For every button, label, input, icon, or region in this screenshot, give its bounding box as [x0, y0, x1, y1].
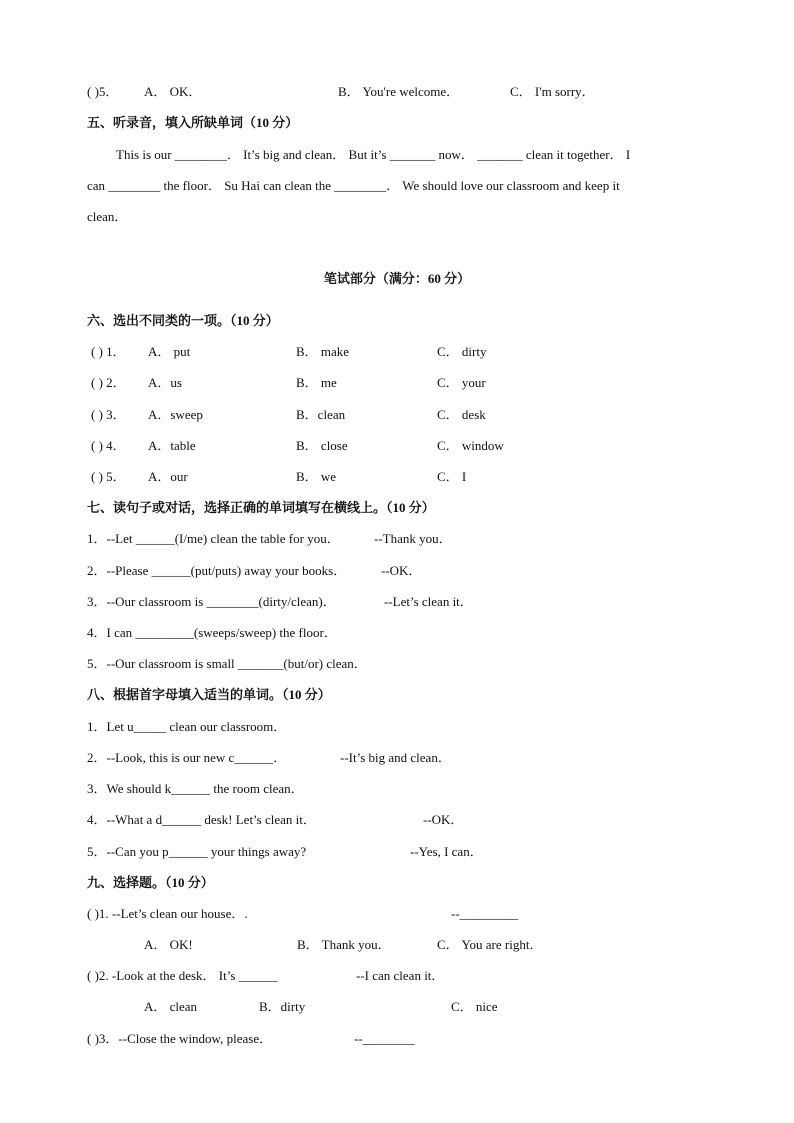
s9-q2-answer: --I can clean it．: [356, 968, 445, 983]
s9-q2-option-a: A． clean: [144, 999, 198, 1014]
s9-q3-stem: ( )3．--Close the window, please．: [87, 1031, 273, 1046]
s6-item-2-a: A．us: [148, 375, 182, 390]
s7-item-2-question: 2．--Please ______(put/puts) away your books．: [87, 563, 347, 578]
s6-item-4-c: C． window: [437, 438, 504, 453]
q5-option-b: B． You're welcome．: [338, 84, 460, 99]
s9-q1-answer: --_________: [451, 906, 519, 921]
q5-option-c: C． I'm sorry．: [510, 84, 595, 99]
section5-line3: clean．: [87, 209, 128, 224]
s6-item-2-b: B． me: [296, 375, 337, 390]
s6-item-5-c: C． I: [437, 469, 467, 484]
s8-item-2-question: 2．--Look, this is our new c______．: [87, 750, 287, 765]
s7-item-1-question: 1．--Let ______(I/me) clean the table for you．: [87, 531, 340, 546]
s9-q2-stem: ( )2. -Look at the desk． It’s ______: [87, 968, 278, 983]
q5-option-a: A． OK．: [144, 84, 202, 99]
s6-item-4-a: A．table: [148, 438, 196, 453]
s9-q2-option-b: B．dirty: [259, 999, 306, 1014]
s9-q1-option-c: C． You are right．: [437, 937, 543, 952]
s8-item-3-question: 3．We should k______ the room clean．: [87, 781, 304, 796]
s7-item-2-response: --OK．: [381, 563, 422, 578]
s7-item-3-question: 3．--Our classroom is ________(dirty/clean)．: [87, 594, 336, 609]
section6-title: 六、选出不同类的一项。（10 分）: [87, 313, 279, 328]
s8-item-4-question: 4．--What a d______ desk! Let’s clean it．: [87, 812, 316, 827]
s9-q1-option-b: B． Thank you．: [297, 937, 391, 952]
q5-paren: ( )5．: [87, 84, 119, 99]
section7-title: 七、读句子或对话，选择正确的单词填写在横线上。（10 分）: [87, 500, 435, 515]
s6-item-1-c: C． dirty: [437, 344, 487, 359]
s8-item-5-question: 5．--Can you p______ your things away?: [87, 844, 307, 859]
written-part-header: 笔试部分（满分：60 分）: [323, 271, 471, 286]
s8-item-1-question: 1．Let u_____ clean our classroom．: [87, 719, 287, 734]
s9-q1-stem: ( )1. --Let’s clean our house．.: [87, 906, 248, 921]
s6-item-5-num: ( ) 5．: [91, 469, 126, 484]
s6-item-5-b: B． we: [296, 469, 337, 484]
s7-item-1-response: --Thank you．: [374, 531, 452, 546]
s8-item-5-response: --Yes, I can．: [410, 844, 483, 859]
section5-line2: can ________ the floor． Su Hai can clean the ________． We should love our classroom and keep it: [87, 178, 620, 193]
s6-item-4-num: ( ) 4．: [91, 438, 126, 453]
s8-item-2-response: --It’s big and clean．: [340, 750, 451, 765]
section5-title: 五、听录音，填入所缺单词（10 分）: [87, 115, 299, 130]
s6-item-3-b: B．clean: [296, 407, 346, 422]
s7-item-3-response: --Let’s clean it．: [384, 594, 473, 609]
s6-item-2-num: ( ) 2．: [91, 375, 126, 390]
s6-item-1-num: ( ) 1．: [91, 344, 126, 359]
section5-line1: This is our ________． It’s big and clean． But it’s _______ now． _______ clean it together． I: [116, 147, 631, 162]
s9-q2-option-c: C． nice: [451, 999, 498, 1014]
s8-item-4-response: --OK．: [423, 812, 464, 827]
s9-q1-option-a: A． OK!: [144, 937, 193, 952]
s6-item-3-num: ( ) 3．: [91, 407, 126, 422]
s6-item-3-c: C． desk: [437, 407, 486, 422]
s6-item-5-a: A．our: [148, 469, 188, 484]
s6-item-1-a: A． put: [148, 344, 191, 359]
s6-item-3-a: A．sweep: [148, 407, 203, 422]
s6-item-2-c: C． your: [437, 375, 486, 390]
s6-item-1-b: B． make: [296, 344, 350, 359]
s9-q3-answer: --________: [354, 1031, 415, 1046]
section9-title: 九、选择题。（10 分）: [87, 875, 214, 890]
section8-title: 八、根据首字母填入适当的单词。（10 分）: [87, 687, 331, 702]
s7-item-4-question: 4．I can _________(sweeps/sweep) the floor．: [87, 625, 337, 640]
s7-item-5-question: 5．--Our classroom is small _______(but/or) clean．: [87, 656, 367, 671]
s6-item-4-b: B． close: [296, 438, 348, 453]
